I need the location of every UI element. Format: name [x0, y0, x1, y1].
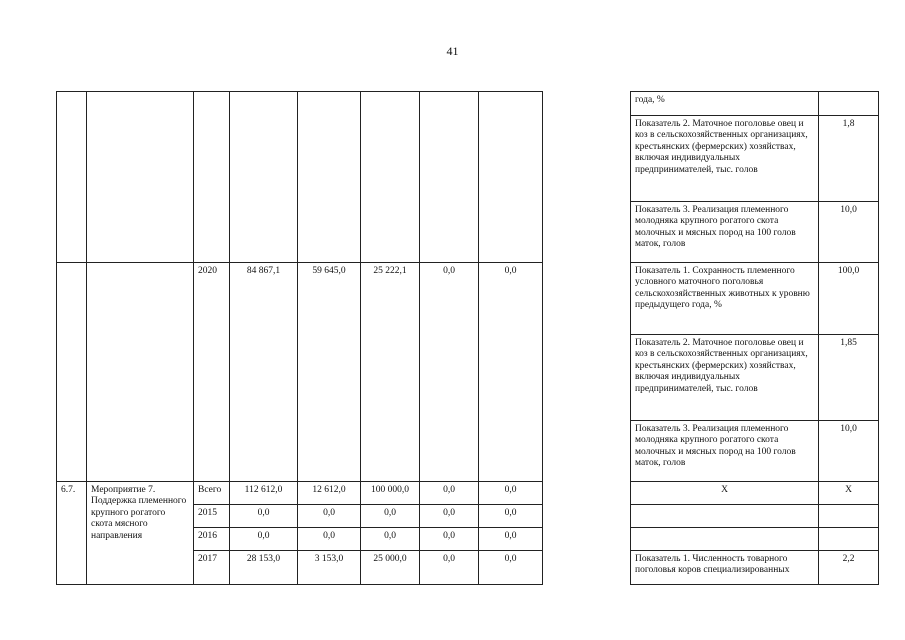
year-cell: 2020: [194, 263, 230, 482]
total-cell: 0,0: [230, 528, 298, 551]
total-cell: [230, 92, 298, 263]
local-cell: 0,0: [420, 263, 479, 482]
indicator-cell: Показатель 1. Численность товарного поголовья коров специализированных: [631, 551, 819, 585]
page-number: 41: [446, 44, 459, 58]
regional-cell: 100 000,0: [361, 482, 420, 505]
year-cell: Всего: [194, 482, 230, 505]
indicator-value: [819, 528, 879, 551]
local-cell: 0,0: [420, 551, 479, 585]
other-cell: 0,0: [479, 528, 543, 551]
other-cell: [479, 92, 543, 263]
indicator-cell: [631, 505, 819, 528]
federal-cell: 59 645,0: [298, 263, 361, 482]
local-cell: [420, 92, 479, 263]
table-row: [57, 263, 879, 335]
year-cell: 2016: [194, 528, 230, 551]
table-row: [57, 92, 879, 116]
indicator-value: 2,2: [819, 551, 879, 585]
federal-cell: 0,0: [298, 505, 361, 528]
indicator-cell: [631, 528, 819, 551]
total-cell: 112 612,0: [230, 482, 298, 505]
total-cell: 0,0: [230, 505, 298, 528]
regional-cell: 25 222,1: [361, 263, 420, 482]
indicator-value: 1,85: [819, 335, 879, 421]
federal-cell: 3 153,0: [298, 551, 361, 585]
other-cell: 0,0: [479, 505, 543, 528]
regional-cell: [361, 92, 420, 263]
indicator-cell: Показатель 1. Сохранность племенного условного маточного поголовья сельскохозяйственных животных к уровню предыдущего года, %: [631, 263, 819, 335]
year-cell: 2017: [194, 551, 230, 585]
local-cell: 0,0: [420, 528, 479, 551]
regional-cell: 0,0: [361, 505, 420, 528]
federal-cell: 0,0: [298, 528, 361, 551]
num-cell: [57, 92, 87, 263]
regional-cell: 0,0: [361, 528, 420, 551]
num-cell: 6.7.: [57, 482, 87, 585]
indicator-cell: Показатель 3. Реализация племенного молодняка крупного рогатого скота молочных и мясных пород на 100 голов маток, голов: [631, 202, 819, 263]
indicator-value: 10,0: [819, 202, 879, 263]
indicator-cell: Показатель 2. Маточное поголовье овец и коз в сельскохозяйственных организациях, крестьянских (фермерских) хозяйствах, включая индивидуальных предпринимателей, тыс. голов: [631, 116, 819, 202]
year-cell: 2015: [194, 505, 230, 528]
indicator-cell: года, %: [631, 92, 819, 116]
measure-name-cell: [87, 92, 194, 263]
indicator-cell: Показатель 2. Маточное поголовье овец и коз в сельскохозяйственных организациях, крестьянских (фермерских) хозяйствах, включая индивидуальных предпринимателей, тыс. голов: [631, 335, 819, 421]
year-cell: [194, 92, 230, 263]
indicator-cell: Х: [631, 482, 819, 505]
executor-cell: [543, 92, 631, 585]
total-cell: 84 867,1: [230, 263, 298, 482]
program-table: [56, 91, 879, 585]
indicator-cell: Показатель 3. Реализация племенного молодняка крупного рогатого скота молочных и мясных пород на 100 голов маток, голов: [631, 421, 819, 482]
other-cell: 0,0: [479, 482, 543, 505]
indicator-value: [819, 505, 879, 528]
table-row: [57, 482, 879, 505]
other-cell: 0,0: [479, 263, 543, 482]
local-cell: 0,0: [420, 505, 479, 528]
total-cell: 28 153,0: [230, 551, 298, 585]
indicator-value: [819, 92, 879, 116]
local-cell: 0,0: [420, 482, 479, 505]
measure-name-cell: Мероприятие 7. Поддержка племенного крупного рогатого скота мясного направления: [87, 482, 194, 585]
federal-cell: 12 612,0: [298, 482, 361, 505]
federal-cell: [298, 92, 361, 263]
indicator-value: 10,0: [819, 421, 879, 482]
indicator-value: 100,0: [819, 263, 879, 335]
measure-name-cell: [87, 263, 194, 482]
regional-cell: 25 000,0: [361, 551, 420, 585]
indicator-value: 1,8: [819, 116, 879, 202]
other-cell: 0,0: [479, 551, 543, 585]
num-cell: [57, 263, 87, 482]
indicator-value: Х: [819, 482, 879, 505]
